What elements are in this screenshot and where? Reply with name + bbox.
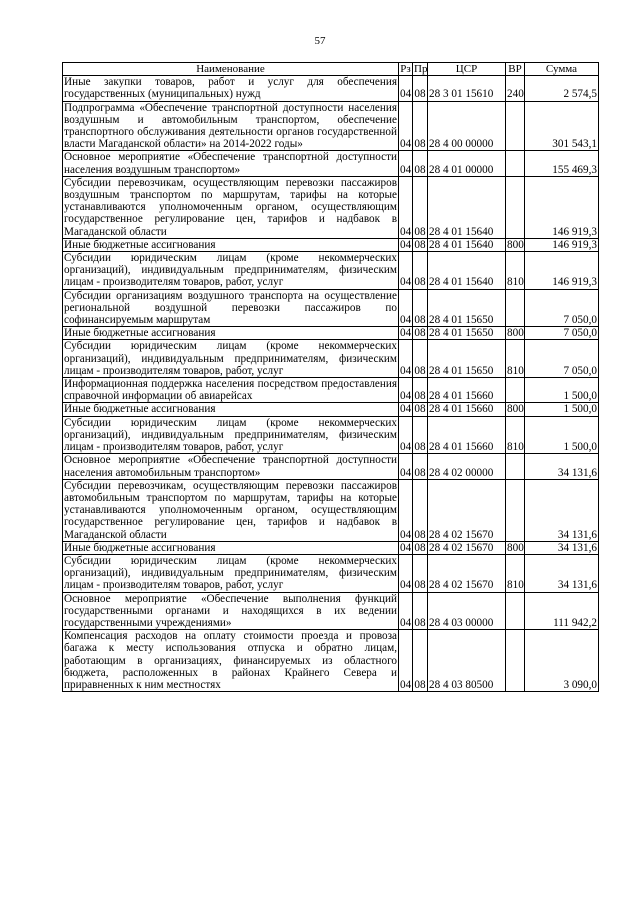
table-row bbox=[63, 403, 599, 416]
cell-pr: 08 bbox=[413, 479, 428, 541]
table-row bbox=[63, 554, 599, 592]
cell-pr: 08 bbox=[414, 541, 426, 554]
cell-pr: 08 bbox=[414, 403, 426, 416]
cell-name: Основное мероприятие «Обеспечение транспортной доступности населения автомобильным транспортом» bbox=[64, 454, 397, 479]
cell-sum: 7 050,0 bbox=[525, 340, 599, 378]
cell-csr: 28 4 02 15670 bbox=[428, 479, 506, 541]
table-row bbox=[63, 176, 599, 238]
cell-csr: 28 4 01 15640 bbox=[428, 176, 506, 238]
cell-sum: 146 919,3 bbox=[525, 176, 599, 238]
header-vr: ВР bbox=[506, 63, 525, 76]
cell-pr: 08 bbox=[413, 592, 428, 630]
cell-csr: 28 4 01 00000 bbox=[428, 151, 506, 176]
cell-name: Субсидии юридическим лицам (кроме некоммерческих организаций), индивидуальным предпринимателям, физическим лицам - производителям товаров, работ, услуг bbox=[64, 554, 397, 592]
cell-pr: 08 bbox=[413, 176, 428, 238]
cell-vr bbox=[506, 176, 525, 238]
table-row bbox=[63, 454, 599, 479]
cell-sum: 1 500,0 bbox=[525, 403, 599, 416]
cell-pr: 08 bbox=[413, 252, 428, 290]
cell-csr: 28 4 00 00000 bbox=[428, 101, 506, 151]
cell-rz: 04 bbox=[399, 176, 413, 238]
table-row bbox=[63, 76, 599, 101]
cell-csr: 28 4 01 15650 bbox=[428, 340, 506, 378]
cell-name: Иные закупки товаров, работ и услуг для обеспечения государственных (муниципальных) нужд bbox=[64, 76, 397, 101]
cell-csr: 28 4 01 15650 bbox=[428, 289, 506, 327]
cell-rz: 04 bbox=[399, 101, 413, 151]
cell-pr: 08 bbox=[413, 630, 428, 692]
cell-name: Субсидии юридическим лицам (кроме некоммерческих организаций), индивидуальным предпринимателям, физическим лицам - производителям товаров, работ, услуг bbox=[64, 340, 397, 377]
cell-csr: 28 4 01 15640 bbox=[428, 238, 506, 251]
header-pr: Пр bbox=[414, 63, 428, 75]
cell-rz: 04 bbox=[399, 479, 413, 541]
cell-name: Информационная поддержка населения посредством предоставления справочной информации об авиарейсах bbox=[64, 378, 397, 403]
cell-name: Субсидии юридическим лицам (кроме некоммерческих организаций), индивидуальным предпринимателям, физическим лицам - производителям товаров, работ, услуг bbox=[64, 252, 397, 289]
cell-vr: 800 bbox=[507, 327, 524, 340]
cell-name: Иные бюджетные ассигнования bbox=[63, 327, 399, 340]
cell-rz: 04 bbox=[400, 403, 412, 416]
cell-rz: 04 bbox=[399, 454, 413, 479]
cell-rz: 04 bbox=[399, 592, 413, 630]
cell-csr: 28 4 01 15640 bbox=[428, 252, 506, 290]
page-number: 57 bbox=[314, 35, 326, 47]
cell-name: Субсидии юридическим лицам (кроме некоммерческих организаций), индивидуальным предпринимателям, физическим лицам - производителям товаров, работ, услуг bbox=[64, 416, 397, 454]
cell-rz: 04 bbox=[399, 378, 413, 403]
cell-vr: 800 bbox=[507, 541, 524, 554]
cell-name: Субсидии перевозчикам, осуществляющим перевозки пассажиров автомобильным транспортом по маршрутам, тарифы на которые устанавливаются уполномоченным органом, осуществляющим государственное регулирование цен, тарифов и надбавок в Магаданской области bbox=[64, 479, 397, 541]
cell-pr: 08 bbox=[413, 454, 428, 479]
budget-table bbox=[62, 62, 599, 692]
table-row bbox=[63, 340, 599, 378]
cell-vr: 800 bbox=[507, 238, 524, 251]
cell-pr: 08 bbox=[413, 378, 428, 403]
cell-sum: 146 919,3 bbox=[525, 238, 599, 251]
cell-csr: 28 4 01 15660 bbox=[428, 416, 506, 454]
cell-rz: 04 bbox=[399, 252, 413, 290]
cell-name: Основное мероприятие «Обеспечение выполнения функций государственными органами и находящихся в их ведении государственными учреждениями» bbox=[64, 592, 397, 629]
cell-vr: 810 bbox=[506, 416, 525, 454]
cell-rz: 04 bbox=[400, 238, 412, 251]
cell-sum: 34 131,6 bbox=[525, 541, 599, 554]
cell-rz: 04 bbox=[399, 151, 413, 176]
cell-name: Субсидии перевозчикам, осуществляющим перевозки пассажиров воздушным транспортом по маршрутам, тарифы на которые устанавливаются уполномоченным органом, осуществляющим государственное регулирование цен, тарифов и надбавок в Магаданской области bbox=[64, 176, 397, 238]
cell-rz: 04 bbox=[399, 554, 413, 592]
table-row bbox=[63, 252, 599, 290]
cell-vr bbox=[506, 592, 525, 630]
cell-vr bbox=[506, 479, 525, 541]
cell-pr: 08 bbox=[413, 289, 428, 327]
cell-pr: 08 bbox=[413, 554, 428, 592]
cell-rz: 04 bbox=[399, 416, 413, 454]
cell-pr: 08 bbox=[414, 238, 426, 251]
cell-rz: 04 bbox=[399, 340, 413, 378]
cell-csr: 28 4 03 80500 bbox=[428, 630, 506, 692]
cell-sum: 7 050,0 bbox=[525, 289, 599, 327]
cell-vr bbox=[506, 101, 525, 151]
table-row bbox=[63, 630, 599, 692]
header-rz: Рз bbox=[400, 63, 411, 75]
cell-sum: 34 131,6 bbox=[525, 554, 599, 592]
cell-pr: 08 bbox=[413, 416, 428, 454]
cell-name: Субсидии организациям воздушного транспорта на осуществление региональной воздушной перевозки пассажиров по софинансируемым маршрутам bbox=[64, 289, 397, 327]
cell-sum: 146 919,3 bbox=[525, 252, 599, 290]
cell-name: Основное мероприятие «Обеспечение транспортной доступности населения воздушным транспортом» bbox=[64, 151, 397, 176]
header-sum: Сумма bbox=[525, 63, 599, 76]
cell-sum: 3 090,0 bbox=[525, 630, 599, 692]
cell-rz: 04 bbox=[399, 630, 413, 692]
cell-pr: 08 bbox=[413, 151, 428, 176]
cell-sum: 155 469,3 bbox=[525, 151, 599, 176]
cell-name: Иные бюджетные ассигнования bbox=[63, 238, 399, 251]
cell-sum: 301 543,1 bbox=[525, 101, 599, 151]
cell-rz: 04 bbox=[400, 541, 412, 554]
cell-pr: 08 bbox=[413, 340, 428, 378]
header-csr: ЦСР bbox=[428, 63, 506, 76]
cell-csr: 28 4 01 15660 bbox=[428, 403, 506, 416]
cell-sum: 34 131,6 bbox=[525, 479, 599, 541]
cell-sum: 1 500,0 bbox=[525, 416, 599, 454]
header-name: Наименование bbox=[63, 63, 399, 76]
cell-vr bbox=[506, 630, 525, 692]
table-row bbox=[63, 327, 599, 340]
table-row bbox=[63, 416, 599, 454]
cell-rz: 04 bbox=[399, 76, 413, 101]
cell-rz: 04 bbox=[399, 289, 413, 327]
cell-vr bbox=[506, 289, 525, 327]
cell-rz: 04 bbox=[400, 327, 412, 340]
cell-csr: 28 4 02 15670 bbox=[428, 541, 506, 554]
table-row bbox=[63, 101, 599, 151]
cell-pr: 08 bbox=[414, 327, 426, 340]
cell-sum: 2 574,5 bbox=[525, 76, 599, 101]
cell-vr: 810 bbox=[506, 554, 525, 592]
cell-sum: 1 500,0 bbox=[525, 378, 599, 403]
cell-vr bbox=[506, 454, 525, 479]
cell-vr bbox=[506, 151, 525, 176]
cell-sum: 7 050,0 bbox=[525, 327, 599, 340]
cell-sum: 34 131,6 bbox=[525, 454, 599, 479]
cell-name: Иные бюджетные ассигнования bbox=[63, 541, 399, 554]
cell-name: Компенсация расходов на оплату стоимости проезда и провоза багажа к месту использования отпуска и обратно лицам, работающим в организациях, финансируемых из областного бюджета, расположенных в районах Крайнего Севера и приравненных к ним местностях bbox=[64, 630, 397, 691]
table-header-row bbox=[63, 63, 599, 76]
table-row bbox=[63, 378, 599, 403]
cell-vr: 810 bbox=[506, 340, 525, 378]
table-row bbox=[63, 151, 599, 176]
cell-name: Иные бюджетные ассигнования bbox=[63, 403, 399, 416]
cell-csr: 28 3 01 15610 bbox=[428, 76, 506, 101]
cell-csr: 28 4 02 00000 bbox=[428, 454, 506, 479]
cell-vr: 800 bbox=[507, 403, 524, 416]
cell-pr: 08 bbox=[413, 101, 428, 151]
table-row bbox=[63, 479, 599, 541]
cell-vr: 240 bbox=[506, 76, 525, 101]
cell-sum: 111 942,2 bbox=[525, 592, 599, 630]
cell-csr: 28 4 01 15660 bbox=[428, 378, 506, 403]
table-row bbox=[63, 289, 599, 327]
table-row bbox=[63, 592, 599, 630]
table-row bbox=[63, 238, 599, 251]
cell-csr: 28 4 02 15670 bbox=[428, 554, 506, 592]
cell-name: Подпрограмма «Обеспечение транспортной доступности населения воздушным и автомобильным транспортом, обеспечение транспортного обслуживания деятельности органов государственной власти Магаданской области» на 2014-2022 годы» bbox=[64, 101, 397, 151]
cell-vr: 810 bbox=[506, 252, 525, 290]
cell-pr: 08 bbox=[413, 76, 428, 101]
cell-vr bbox=[506, 378, 525, 403]
cell-csr: 28 4 01 15650 bbox=[428, 327, 506, 340]
cell-csr: 28 4 03 00000 bbox=[428, 592, 506, 630]
table-row bbox=[63, 541, 599, 554]
